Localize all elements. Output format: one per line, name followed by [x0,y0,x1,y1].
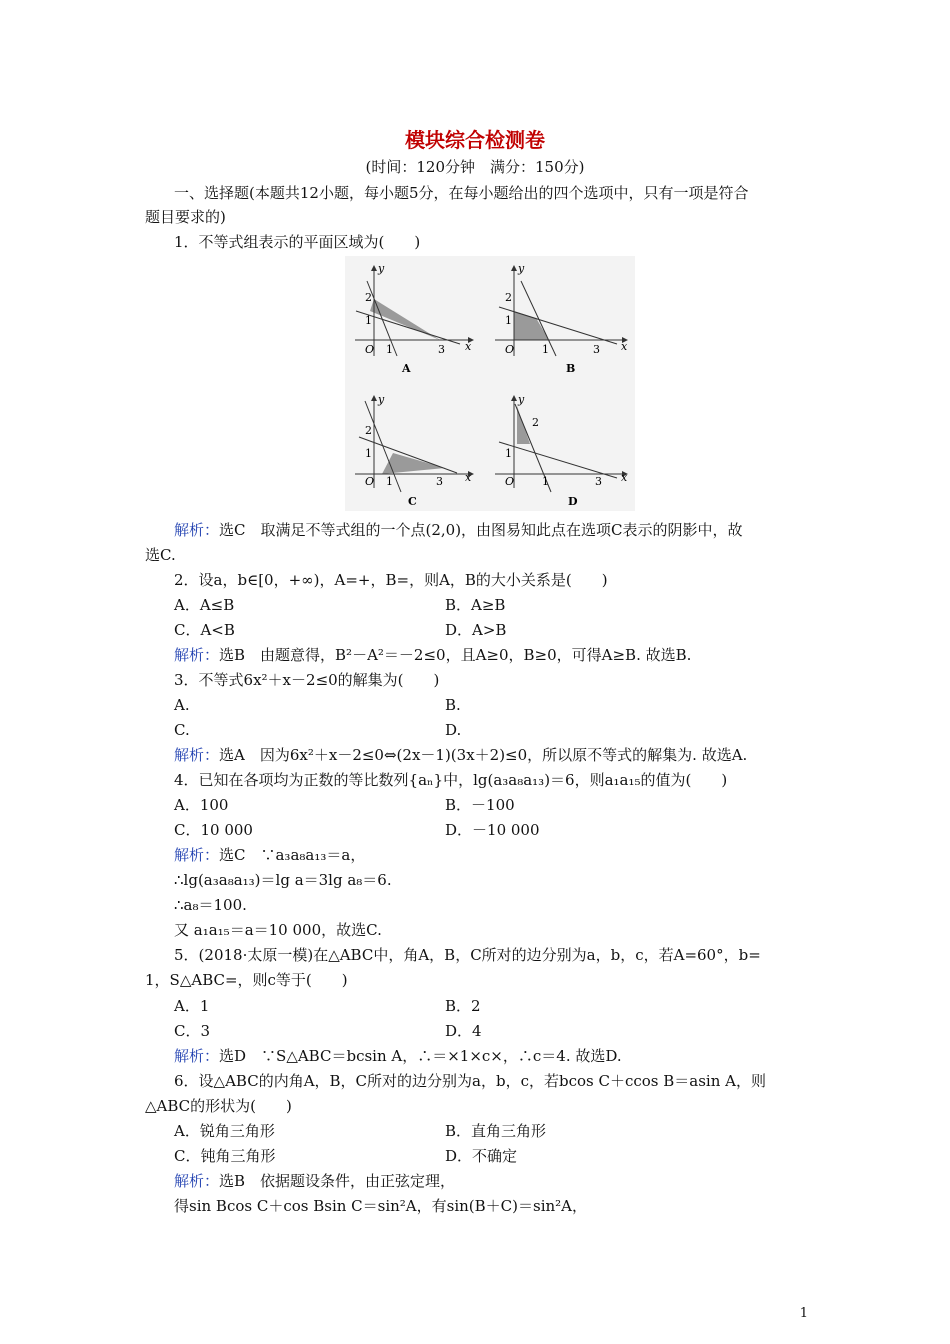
q5-solution: 解析：选D ∵S△ABC＝bcsin A，∴＝×1×c×，∴c＝4. 故选D. [174,1047,622,1065]
solution-label: 解析： [174,521,220,539]
q4-solution: 解析：选C ∵a₃a₈a₁₃＝a， [174,846,366,864]
q5-option-a: A．1 [174,997,210,1015]
q3-option-a: A. [174,696,190,714]
q1-solution: 解析：选C 取满足不等式组的一个点(2,0)，由图易知此点在选项C表示的阴影中，故 [174,521,743,539]
q6-option-d: D．不确定 [445,1147,518,1165]
svg-text:1: 1 [542,343,549,356]
q3-option-c: C. [174,721,190,739]
q3-option-b: B. [445,696,461,714]
svg-text:O: O [505,343,515,356]
q2-solution: 解析：选B 由题意得，B²－A²＝－2≤0，且A≥0，B≥0，可得A≥B. 故选B. [174,646,692,664]
q2-option-a: A．A≤B [174,596,235,614]
q4-solution-step3: ∴a₈＝100. [174,896,247,914]
svg-text:x: x [465,340,472,353]
svg-text:y: y [518,262,525,275]
solution-label: 解析： [174,846,220,864]
svg-text:1: 1 [365,314,372,327]
q2-stem: 2．设a，b∈[0，+∞)，A=+，B=，则A，B的大小关系是( ) [174,571,608,589]
figure-d [495,393,628,508]
solution-label: 解析： [174,1172,220,1190]
solution-label: 解析： [174,746,220,764]
svg-text:y: y [378,393,385,406]
q4-solution-step4: 又 a₁a₁₅＝a＝10 000，故选C. [174,921,382,939]
page-number: 1 [799,1306,808,1321]
svg-text:1: 1 [542,475,549,488]
page-title: 模块综合检测卷 [405,128,545,152]
svg-text:2: 2 [365,291,372,304]
svg-text:2: 2 [505,291,512,304]
q5-option-c: C．3 [174,1022,211,1040]
q1-figures-svg [345,256,635,511]
q6-option-c: C．钝角三角形 [174,1147,276,1165]
q2-option-b: B．A≥B [445,596,506,614]
q5-option-b: B．2 [445,997,481,1015]
q3-option-d: D. [445,721,462,739]
svg-text:O: O [365,343,375,356]
figure-d-line1 [499,442,617,478]
section-heading: 一、选择题(本题共12小题，每小题5分，在每小题给出的四个选项中，只有一项是符合 [174,184,749,202]
figure-b-label: B [566,362,576,375]
exam-info: (时间：120分钟 满分：150分) [365,158,585,176]
figure-c [355,393,473,508]
q4-option-c: C．10 000 [174,821,253,839]
q2-option-c: C．A<B [174,621,235,639]
q4-option-d: D．－10 000 [445,821,540,839]
svg-text:2: 2 [532,416,539,429]
figure-a [355,262,473,375]
q1-stem: 1．不等式组表示的平面区域为( ) [174,233,421,251]
q6-stem: 6．设△ABC的内角A，B，C所对的边分别为a，b，c，若bcos C＋ccos B＝asin A，则 [174,1072,766,1090]
svg-text:x: x [621,471,628,484]
svg-text:1: 1 [365,447,372,460]
q5-option-d: D．4 [445,1022,482,1040]
figure-c-label: C [408,495,417,508]
figure-a-label: A [402,362,411,375]
q5-stem: 5．(2018·太原一模)在△ABC中，角A，B，C所对的边分别为a，b，c，若A=60°，b= [174,946,761,964]
figure-b [495,262,628,375]
svg-text:O: O [505,475,515,488]
q4-option-a: A．100 [174,796,229,814]
q4-solution-step2: ∴lg(a₃a₈a₁₃)＝lg a＝3lg a₈＝6. [174,871,392,889]
svg-text:3: 3 [438,343,445,356]
section-heading-cont: 题目要求的) [145,208,226,226]
svg-text:y: y [518,393,525,406]
svg-text:1: 1 [505,314,512,327]
svg-text:y: y [378,262,385,275]
figure-c-shaded-region [382,453,445,474]
svg-text:1: 1 [386,475,393,488]
q4-option-b: B．－100 [445,796,515,814]
solution-label: 解析： [174,646,220,664]
q6-solution: 解析：选B 依据题设条件，由正弦定理， [174,1172,456,1190]
q6-option-a: A．锐角三角形 [174,1122,275,1140]
solution-label: 解析： [174,1047,220,1065]
q1-figures [345,256,635,511]
q6-solution-step2: 得sin Bcos C＋cos Bsin C＝sin²A，有sin(B＋C)＝sin²A， [174,1197,588,1215]
svg-text:3: 3 [436,475,443,488]
svg-text:O: O [365,475,375,488]
svg-text:1: 1 [505,447,512,460]
svg-text:2: 2 [365,424,372,437]
q3-stem: 3．不等式6x²＋x－2≤0的解集为( ) [174,671,440,689]
svg-text:x: x [465,471,472,484]
q6-option-b: B．直角三角形 [445,1122,547,1140]
q1-solution-cont: 选C. [145,546,176,564]
q5-stem-cont: 1，S△ABC=，则c等于( ) [145,971,348,989]
svg-text:1: 1 [386,343,393,356]
q6-stem-cont: △ABC的形状为( ) [145,1097,292,1115]
svg-text:3: 3 [593,343,600,356]
q2-option-d: D．A>B [445,621,507,639]
q4-stem: 4．已知在各项均为正数的等比数列{aₙ}中，lg(a₃a₈a₁₃)＝6，则a₁a₁₅的值为( ) [174,771,728,789]
figure-b-shaded-region [514,311,549,340]
svg-text:3: 3 [595,475,602,488]
q3-solution: 解析：选A 因为6x²＋x－2≤0⇔(2x－1)(3x＋2)≤0，所以原不等式的解集为. 故选A. [174,746,748,764]
svg-text:x: x [621,340,628,353]
figure-d-label: D [568,495,578,508]
